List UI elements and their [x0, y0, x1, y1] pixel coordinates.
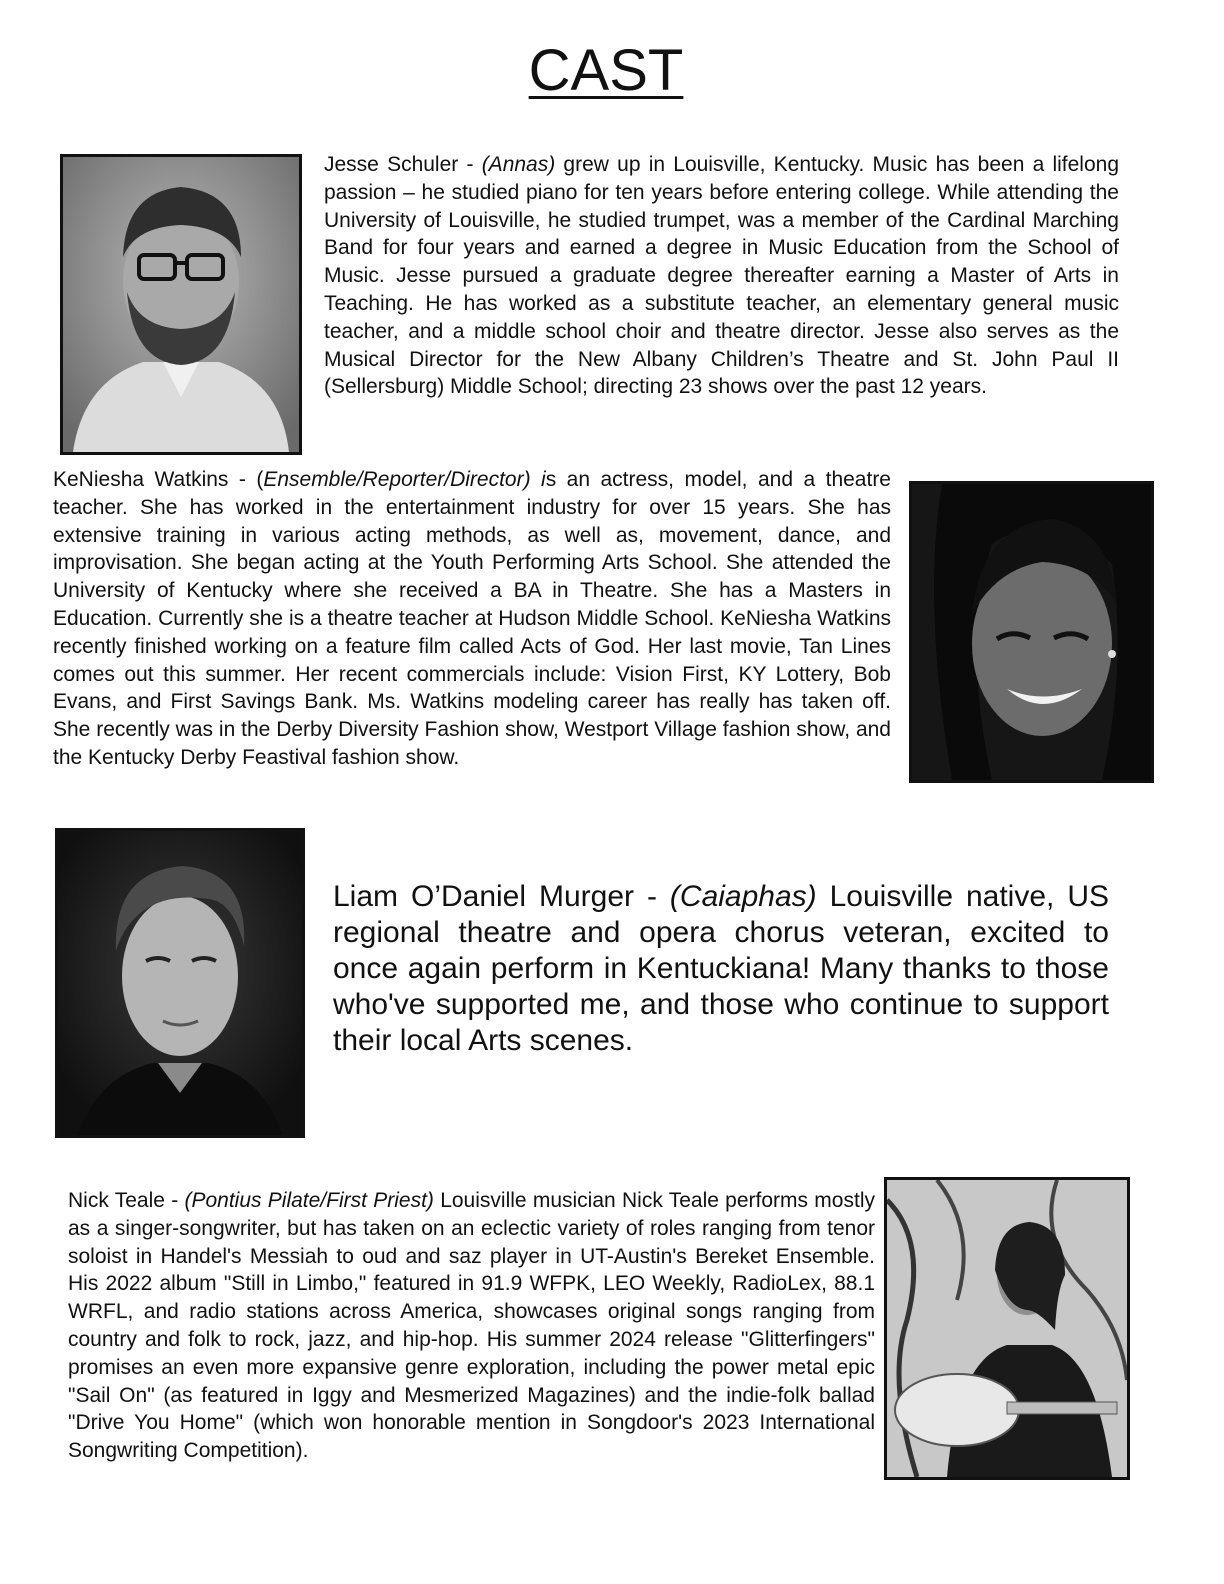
cast-bio-keniesha-watkins	[53, 466, 891, 772]
headshot-photo-keniesha-watkins	[909, 481, 1154, 783]
cast-bio-jesse-schuler	[324, 151, 1119, 401]
cast-bio-text: grew up in Louisville, Kentucky. Music has been a lifelong passion – he studied piano for ten years before entering college. While attending the University of Louisville, he studied trumpet, was a member of the Cardinal Marching Band for four years and earned a degree in Music Education from the School of Music. Jesse pursued a graduate degree thereafter earning a Master of Arts in Teaching. He has worked as a substitute teacher, an elementary general music teacher, and a middle school choir and theatre director. Jesse also serves as the Musical Director for the New Albany Children’s Theatre and St. John Paul II (Sellersburg) Middle School; directing 23 shows over the past 12 years.	[324, 153, 1120, 399]
headshot-photo-jesse-schuler	[60, 154, 302, 455]
cast-bio-text: s an actress, model, and a theatre teacher. She has worked in the entertainment industry for over 15 years. She has extensive training in various acting methods, as well as, movement, dance, and improvisation. She began acting at the Youth Performing Arts School. She attended the University of Kentucky where she received a BA in Theatre. She has a Masters in Education. Currently she is a theatre teacher at Hudson Middle School. KeNiesha Watkins recently finished working on a feature film called Acts of God. Her last movie, Tan Lines comes out this summer. Her recent commercials include: Vision First, KY Lottery, Bob Evans, and First Savings Bank. Ms. Watkins modeling career has really has taken off. She recently was in the Derby Diversity Fashion show, Westport Village fashion show, and the Kentucky Derby Feastival fashion show.	[53, 468, 891, 769]
cast-name: Nick Teale -	[68, 1189, 185, 1212]
cast-name: Liam O’Daniel Murger -	[333, 880, 670, 913]
cast-bio-liam-murger	[333, 879, 1109, 1059]
headshot-photo-liam-murger	[55, 828, 305, 1138]
cast-bio-nick-teale	[68, 1187, 875, 1465]
cast-role: (Annas)	[481, 153, 556, 176]
page-title: CAST	[528, 38, 684, 103]
cast-name: Jesse Schuler -	[324, 153, 482, 176]
cast-role: (Pontius Pilate/First Priest)	[184, 1189, 434, 1212]
cast-role: (Caiaphas)	[669, 880, 817, 913]
cast-role: Ensemble/Reporter/Director) i	[263, 468, 546, 491]
cast-bio-text: Louisville musician Nick Teale performs mostly as a singer-songwriter, but has taken on an eclectic variety of roles ranging from tenor soloist in Handel's Messiah to oud and saz player in UT-Austin's Bereket Ensemble. His 2022 album "Still in Limbo," featured in 91.9 WFPK, LEO Weekly, RadioLex, 88.1 WRFL, and radio stations across America, showcases original songs ranging from country and folk to rock, jazz, and hip-hop. His summer 2024 release "Glitterfingers" promises an even more expansive genre exploration, including the power metal epic "Sail On" (as featured in Iggy and Mesmerized Magazines) and the indie-folk ballad "Drive You Home" (which won honorable mention in Songdoor's 2023 International Songwriting Competition).	[68, 1189, 875, 1463]
cast-name: KeNiesha Watkins - (	[53, 468, 264, 491]
headshot-photo-nick-teale	[884, 1177, 1130, 1480]
cast-bio-text: Louisville native, US regional theatre and opera chorus veteran, excited to once again perform in Kentuckiana! Many thanks to those who've supported me, and those who continue to support their local Arts scenes.	[333, 880, 1109, 1057]
